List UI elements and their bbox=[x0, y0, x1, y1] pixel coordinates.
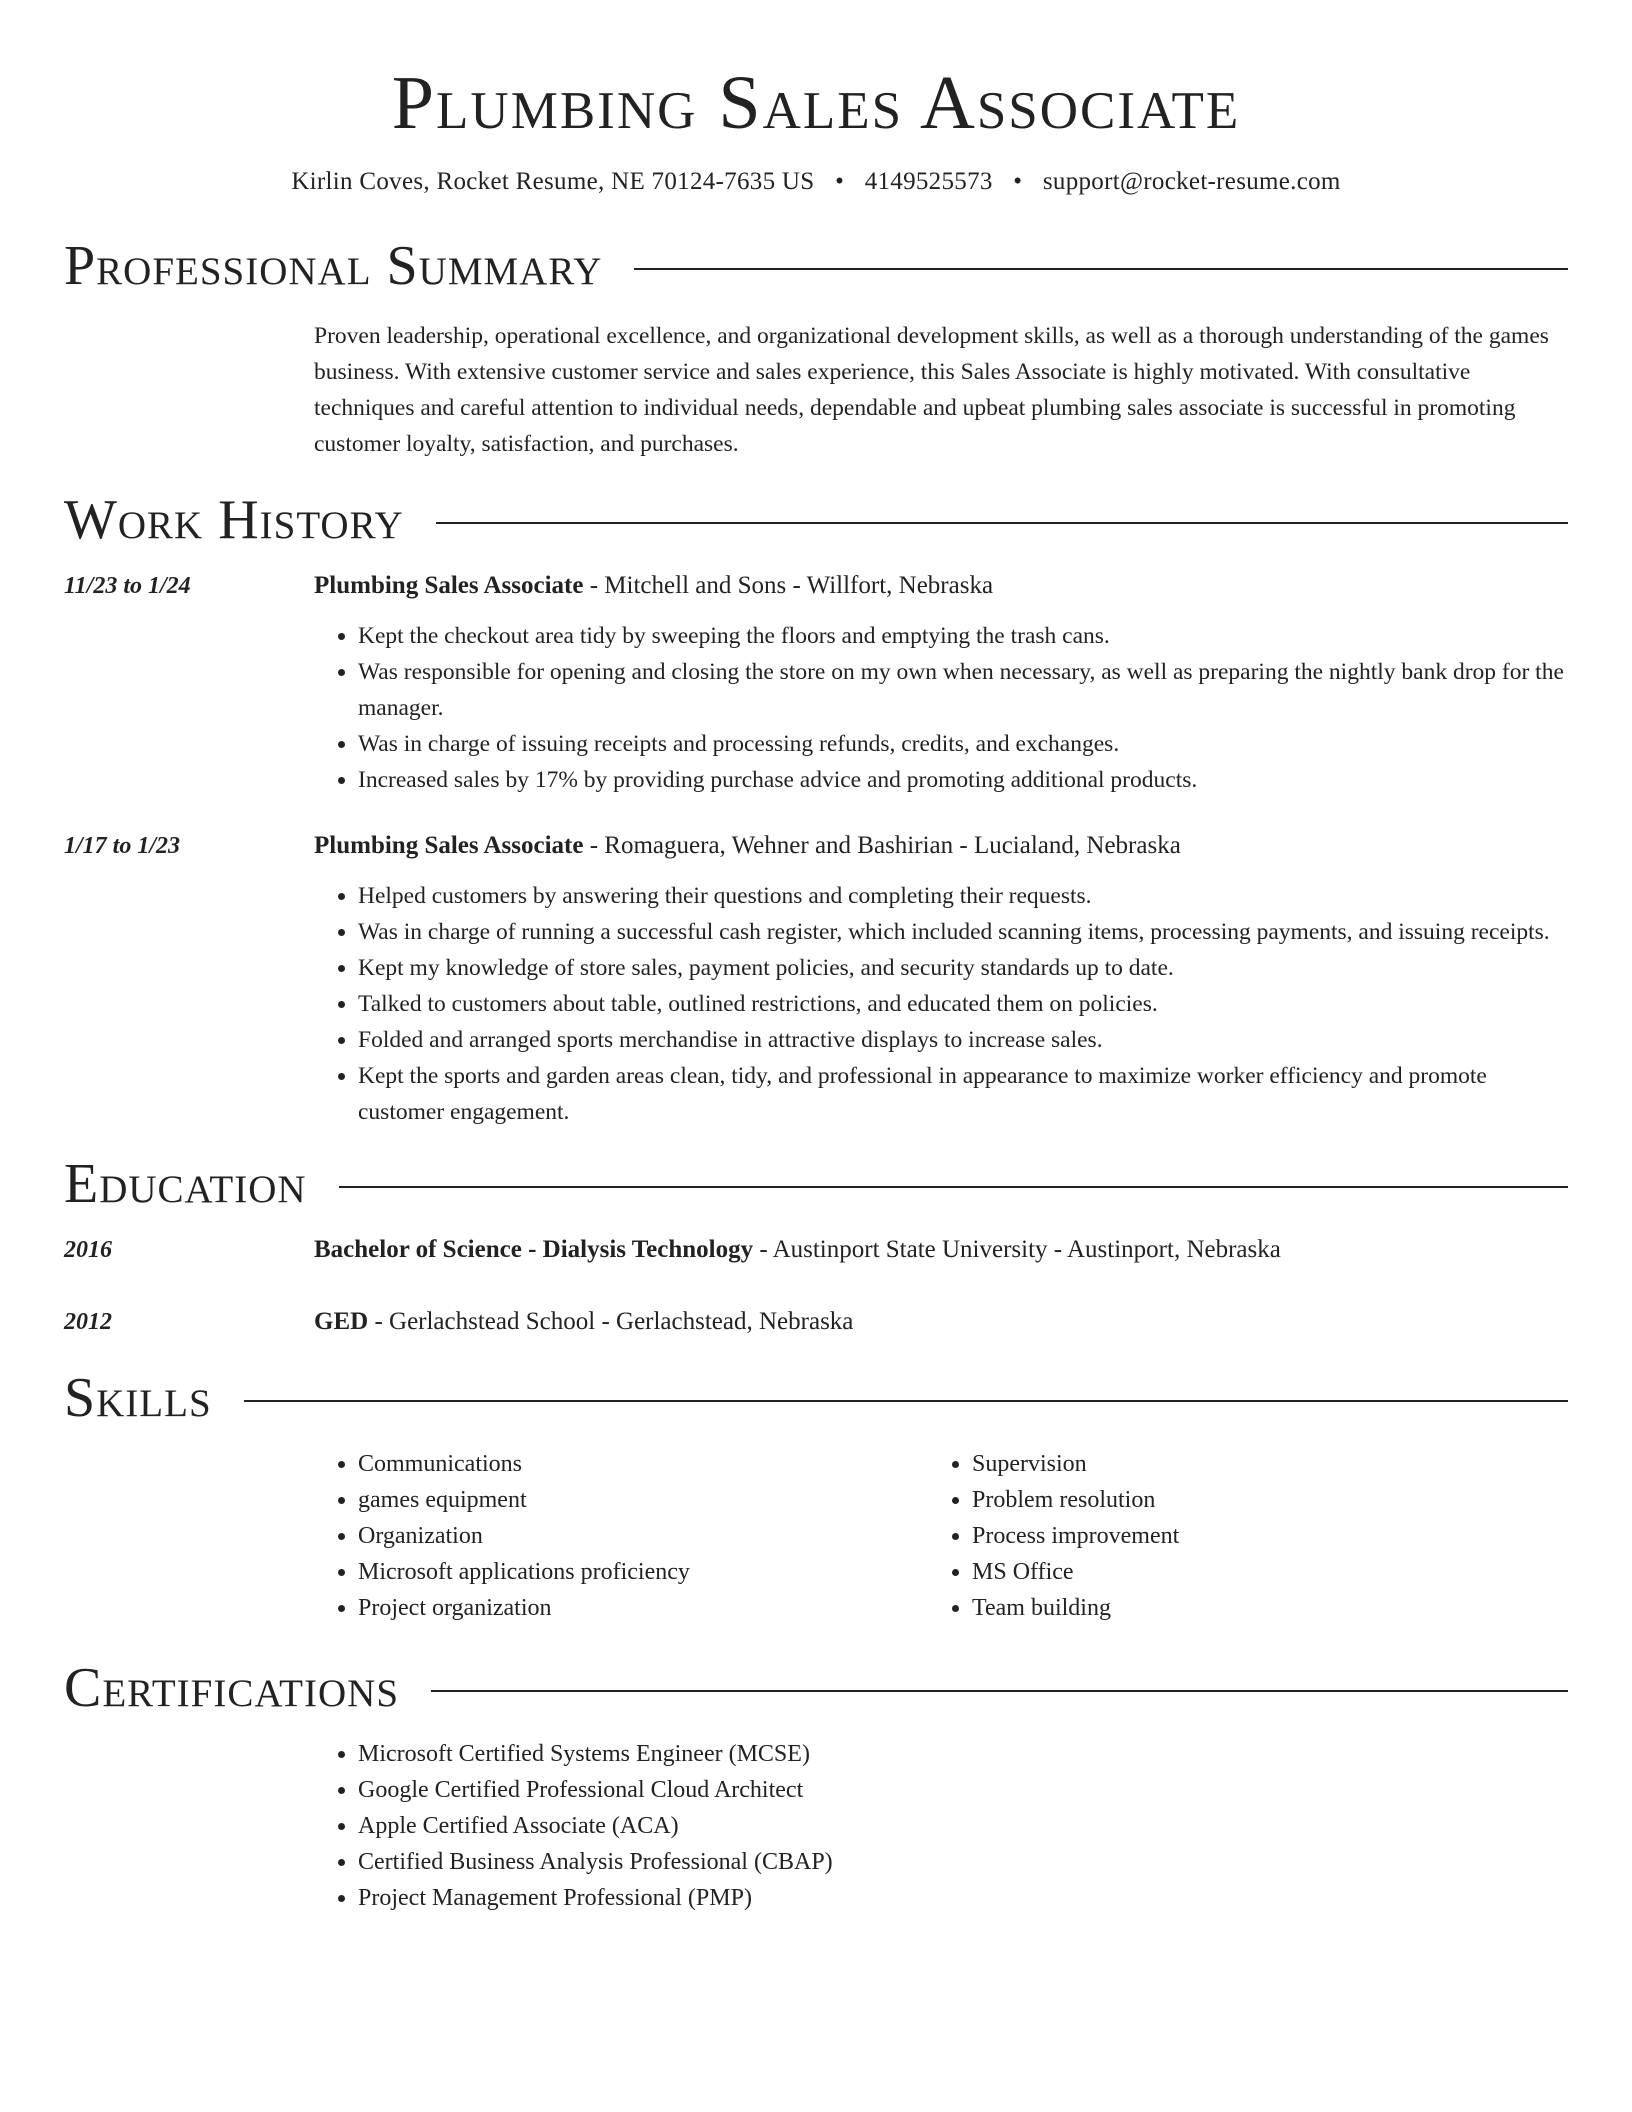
section-header-certifications bbox=[64, 1656, 1568, 1720]
certification-item: • Project Management Professional (PMP) bbox=[358, 1880, 1568, 1916]
section-header-work-history bbox=[64, 488, 1568, 552]
skill-item: • Project organization bbox=[358, 1590, 928, 1626]
section-divider bbox=[244, 1400, 1568, 1402]
education-degree: Bachelor of Science - Dialysis Technology bbox=[314, 1236, 754, 1263]
work-bullet: • Kept my knowledge of store sales, payment policies, and security standards up to date. bbox=[358, 950, 1568, 986]
work-dates: 1/17 to 1/23 bbox=[64, 833, 181, 859]
work-entry bbox=[64, 828, 1568, 1130]
contact-line bbox=[64, 168, 1568, 196]
section-header-education bbox=[64, 1152, 1568, 1216]
work-bullet: • Was responsible for opening and closing the store on my own when necessary, as well as preparing the nightly bank drop for the manager. bbox=[358, 654, 1568, 726]
education-list bbox=[64, 1232, 1568, 1340]
section-title: Skills bbox=[64, 1367, 212, 1429]
work-bullet: • Kept the checkout area tidy by sweeping the floors and emptying the trash cans. bbox=[358, 618, 1568, 654]
contact-separator: • bbox=[1013, 168, 1023, 195]
skills-grid bbox=[314, 1446, 1568, 1626]
work-bullet: • Talked to customers about table, outlined restrictions, and educated them on policies. bbox=[358, 986, 1568, 1022]
section-header-summary bbox=[64, 234, 1568, 298]
work-entry-header bbox=[64, 568, 1568, 798]
certification-item: • Microsoft Certified Systems Engineer (MCSE) bbox=[358, 1736, 1568, 1772]
job-title: Plumbing Sales Associate bbox=[314, 832, 584, 859]
work-bullet-list bbox=[314, 878, 1568, 1130]
work-entry-content bbox=[314, 568, 1568, 798]
work-bullet: • Was in charge of running a successful cash register, which included scanning items, processing payments, and issuing receipts. bbox=[358, 914, 1568, 950]
contact-separator: • bbox=[835, 168, 845, 195]
education-degree: GED bbox=[314, 1308, 369, 1335]
certification-item: • Google Certified Professional Cloud Architect bbox=[358, 1772, 1568, 1808]
contact-phone: 4149525573 bbox=[864, 168, 993, 195]
job-title: Plumbing Sales Associate bbox=[314, 572, 584, 599]
education-school-location: - Gerlachstead School - Gerlachstead, Nebraska bbox=[368, 1308, 854, 1335]
skill-item: • Problem resolution bbox=[972, 1482, 1542, 1518]
summary-paragraph: Proven leadership, operational excellence, and organizational development skills, as well as a thorough understanding of the games business. With extensive customer service and sales experience, this Sales Associate is highly motivated. With consultative techniques and careful attention to individual needs, dependable and upbeat plumbing sales associate is successful in promoting customer loyalty, satisfaction, and purchases. bbox=[314, 323, 1549, 457]
certification-item: • Apple Certified Associate (ACA) bbox=[358, 1808, 1568, 1844]
education-year: 2016 bbox=[64, 1237, 112, 1263]
section-divider bbox=[431, 1690, 1568, 1692]
skill-item: • MS Office bbox=[972, 1554, 1542, 1590]
education-content bbox=[314, 1232, 1568, 1268]
work-bullet: • Was in charge of issuing receipts and processing refunds, credits, and exchanges. bbox=[358, 726, 1568, 762]
section-title: Professional Summary bbox=[64, 235, 603, 297]
section-divider bbox=[634, 268, 1568, 270]
skill-item: • Organization bbox=[358, 1518, 928, 1554]
section-title: Education bbox=[64, 1153, 307, 1215]
section-divider bbox=[436, 522, 1568, 524]
certifications-block bbox=[314, 1736, 1568, 1916]
section-header-skills bbox=[64, 1366, 1568, 1430]
employer-location: - Mitchell and Sons - Willfort, Nebraska bbox=[583, 572, 994, 599]
skills-column-left bbox=[314, 1446, 928, 1626]
employer-location: - Romaguera, Wehner and Bashirian - Lucialand, Nebraska bbox=[583, 832, 1181, 859]
work-bullet-list bbox=[314, 618, 1568, 798]
work-title-line bbox=[314, 568, 1568, 604]
work-entry-header bbox=[64, 828, 1568, 1130]
work-bullet: • Folded and arranged sports merchandise in attractive displays to increase sales. bbox=[358, 1022, 1568, 1058]
work-bullet: • Helped customers by answering their questions and completing their requests. bbox=[358, 878, 1568, 914]
section-divider bbox=[339, 1186, 1568, 1188]
education-content bbox=[314, 1304, 1568, 1340]
work-bullet: • Increased sales by 17% by providing purchase advice and promoting additional products. bbox=[358, 762, 1568, 798]
section-title: Certifications bbox=[64, 1657, 400, 1719]
education-year: 2012 bbox=[64, 1309, 112, 1335]
skills-column-right bbox=[928, 1446, 1542, 1626]
work-entry-content bbox=[314, 828, 1568, 1130]
contact-address: Kirlin Coves, Rocket Resume, NE 70124-7635 US bbox=[291, 168, 815, 195]
certification-item: • Certified Business Analysis Professional (CBAP) bbox=[358, 1844, 1568, 1880]
skill-item: • Team building bbox=[972, 1590, 1542, 1626]
section-title: Work History bbox=[64, 489, 404, 551]
education-entry bbox=[64, 1304, 1568, 1340]
resume-name-title: Plumbing Sales Associate bbox=[391, 61, 1241, 145]
skill-item: • Microsoft applications proficiency bbox=[358, 1554, 928, 1590]
skill-item: • Process improvement bbox=[972, 1518, 1542, 1554]
work-bullet: • Kept the sports and garden areas clean, tidy, and professional in appearance to maximize worker efficiency and promote customer engagement. bbox=[358, 1058, 1568, 1130]
certifications-list bbox=[314, 1736, 1568, 1916]
skill-item: • games equipment bbox=[358, 1482, 928, 1518]
education-entry bbox=[64, 1232, 1568, 1268]
work-dates: 11/23 to 1/24 bbox=[64, 573, 191, 599]
work-entry bbox=[64, 568, 1568, 798]
skill-item: • Supervision bbox=[972, 1446, 1542, 1482]
work-history-list bbox=[64, 568, 1568, 1130]
contact-email: support@rocket-resume.com bbox=[1042, 168, 1341, 195]
skill-item: • Communications bbox=[358, 1446, 928, 1482]
work-title-line bbox=[314, 828, 1568, 864]
education-school-location: - Austinport State University - Austinport, Nebraska bbox=[753, 1236, 1281, 1263]
